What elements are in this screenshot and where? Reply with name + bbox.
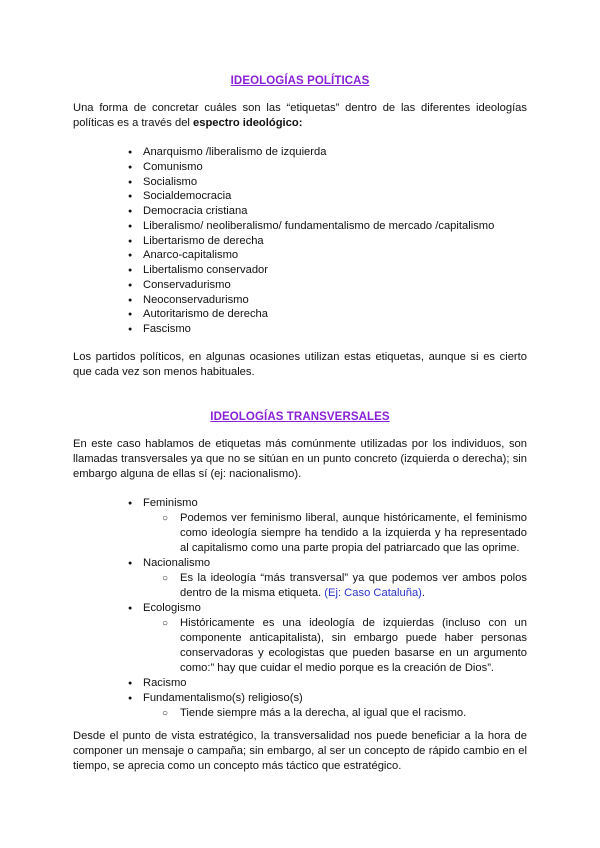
list-item: ● Fascismo bbox=[0, 322, 494, 337]
list-item: ● Conservadurismo bbox=[0, 278, 494, 293]
list-item-racismo bbox=[0, 676, 527, 691]
section-title-ideologias-politicas: IDEOLOGÍAS POLÍTICAS bbox=[230, 75, 370, 87]
intro-paragraph bbox=[73, 101, 527, 131]
list-item: ● Socialismo bbox=[0, 175, 494, 190]
closing-paragraph-1: Los partidos políticos, en algunas ocasiones utilizan estas etiquetas, aunque si es cierto que cada vez son menos habituales. bbox=[73, 351, 527, 378]
list-item-label: ● Ecologismo bbox=[0, 601, 527, 616]
list-item: ● Autoritarismo de derecha bbox=[0, 307, 494, 322]
ideology-list bbox=[0, 145, 494, 337]
sub-item: ○ Tiende siempre más a la derecha, al igual que el racismo. bbox=[180, 706, 527, 721]
transversal-list bbox=[0, 496, 527, 721]
sub-item-end: . bbox=[421, 587, 426, 599]
list-item: ● Anarco-capitalismo bbox=[0, 248, 494, 263]
transversal-intro-paragraph: En este caso hablamos de etiquetas más comúnmente utilizadas por los individuos, son llamadas transversales ya que no se sitúan en un punto concreto (izquierda o derecha); sin embargo alguna de ellas sí (ej: nacionalismo). bbox=[73, 438, 527, 480]
list-item-ecologismo bbox=[0, 601, 527, 676]
list-item: ● Libertalismo conservador bbox=[0, 263, 494, 278]
list-item: ● Libertarismo de derecha bbox=[0, 234, 494, 249]
list-item-nacionalismo bbox=[0, 556, 527, 601]
intro-bold-text: espectro ideológico: bbox=[193, 117, 303, 129]
sub-item-text: Es la ideología “más transversal” ya que podemos ver ambos polos dentro de la misma etiqueta. bbox=[180, 572, 527, 599]
list-item: ● Socialdemocracia bbox=[0, 189, 494, 204]
list-item: ● Liberalismo/ neoliberalismo/ fundamentalismo de mercado /capitalismo bbox=[0, 219, 494, 234]
list-item-label: ● Fundamentalismo(s) religioso(s) bbox=[0, 691, 527, 706]
list-item-fundamentalismo bbox=[0, 691, 527, 721]
sub-item bbox=[180, 571, 527, 601]
intro-text: Una forma de concretar cuáles son las “etiquetas” dentro de las diferentes ideologías políticas es a través del bbox=[73, 102, 527, 129]
list-item-label: ● Racismo bbox=[0, 676, 527, 691]
sub-item: ○ Podemos ver feminismo liberal, aunque históricamente, el feminismo como ideología siempre ha tendido a la izquierda y ha representado al capitalismo como una parte propia del patriarcado que las oprime. bbox=[180, 511, 527, 556]
list-item: ● Anarquismo /liberalismo de izquierda bbox=[0, 145, 494, 160]
list-item-label: ● Nacionalismo bbox=[0, 556, 527, 571]
list-item-feminismo bbox=[0, 496, 527, 556]
section-title-ideologias-transversales: IDEOLOGÍAS TRANSVERSALES bbox=[210, 411, 390, 423]
list-item: ● Neoconservadurismo bbox=[0, 293, 494, 308]
sub-item: ○ Históricamente es una ideología de izquierdas (incluso con un componente anticapitalista), sin embargo puede haber personas conservadoras y ecologistas que pueden basarse en un argumento como:” hay que cuidar el medio porque es la creación de Dios”. bbox=[180, 616, 527, 676]
closing-paragraph-2: Desde el punto de vista estratégico, la transversalidad nos puede beneficiar a la hora de componer un mensaje o campaña; sin embargo, al ser un concepto de rápido cambio en el tiempo, se aprecia como un concepto más táctico que estratégico. bbox=[73, 730, 527, 772]
list-item: ● Democracia cristiana bbox=[0, 204, 494, 219]
list-item: ● Comunismo bbox=[0, 160, 494, 175]
example-link[interactable]: (Ej: Caso Cataluña) bbox=[324, 587, 422, 599]
list-item-label: ● Feminismo bbox=[0, 496, 527, 511]
